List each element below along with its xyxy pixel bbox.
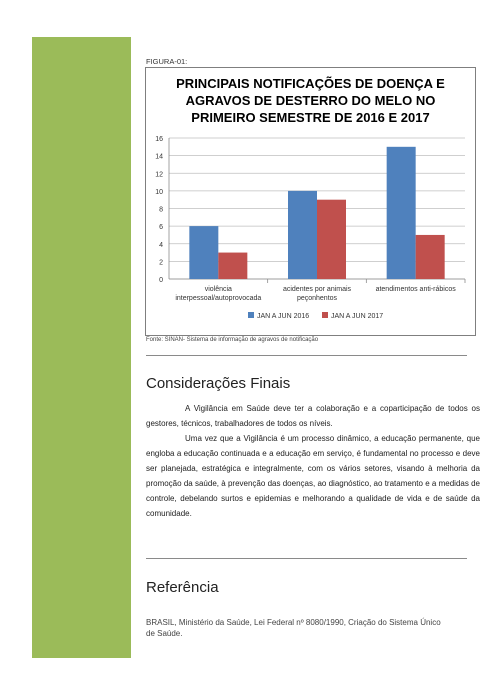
bar-2017 — [416, 235, 445, 279]
section-title-references: Referência — [146, 579, 219, 596]
divider — [146, 558, 467, 559]
y-tick-label: 8 — [159, 206, 163, 214]
chart-title-line: AGRAVOS DE DESTERRO DO MELO NO — [185, 93, 436, 108]
y-tick-label: 0 — [159, 277, 163, 284]
chart-title-line: PRIMEIRO SEMESTRE DE 2016 E 2017 — [191, 110, 430, 125]
y-tick-label: 2 — [159, 259, 163, 267]
x-tick-label: acidentes por animais — [282, 286, 352, 293]
x-tick-label: atendimentos anti-rábicos — [375, 286, 456, 293]
section-title-considerations: Considerações Finais — [146, 375, 291, 392]
legend-label: JAN A JUN 2017 — [331, 313, 384, 320]
divider — [146, 355, 467, 356]
considerations-body — [146, 401, 480, 521]
x-tick-label: interpessoal/autoprovocada — [175, 295, 262, 302]
y-tick-label: 12 — [155, 171, 163, 179]
chart-frame — [145, 67, 476, 336]
bar-2017 — [218, 253, 247, 279]
side-decoration-bar — [32, 37, 131, 658]
figure-source: Fonte: SINAN- Sistema de informação de agravos de notificação — [146, 337, 319, 343]
bar-2016 — [387, 147, 416, 279]
reference-text: BRASIL, Ministério da Saúde, Lei Federal nº 8080/1990, Criação do Sistema Único de Saúde. — [146, 618, 441, 638]
legend-swatch — [322, 312, 328, 318]
y-tick-label: 4 — [159, 241, 163, 249]
legend-label: JAN A JUN 2016 — [257, 313, 310, 320]
figure-label: FIGURA-01: — [146, 57, 188, 66]
bar-2016 — [288, 191, 317, 279]
y-tick-label: 16 — [155, 136, 163, 143]
legend-swatch — [248, 312, 254, 318]
bar-chart — [146, 68, 475, 335]
bar-2016 — [189, 226, 218, 279]
chart-title-line: PRINCIPAIS NOTIFICAÇÕES DE DOENÇA E — [176, 76, 445, 91]
x-tick-label: violência — [204, 286, 232, 293]
y-tick-label: 6 — [159, 224, 163, 232]
y-tick-label: 14 — [155, 153, 163, 161]
paragraph: A Vigilância em Saúde deve ter a colaboração e a coparticipação de todos os gestores, técnicos, trabalhadores de todos os níveis. — [146, 404, 480, 428]
x-tick-label: peçonhentos — [296, 295, 338, 302]
bar-2017 — [317, 200, 346, 279]
y-tick-label: 10 — [155, 188, 163, 196]
paragraph: Uma vez que a Vigilância é um processo dinâmico, a educação permanente, que engloba a educação continuada e a educação em serviço, é fundamental no processo e deve ser planejada, estratégica e integralmente, com os vários setores, visando à melhoria da promoção da saúde, à prevenção das doenças, ao diagnóstico, ao tratamento e a medidas de controle, debelando surtos e epidemias e melhorando a qualidade de vida e de saúde da comunidade. — [146, 434, 480, 518]
